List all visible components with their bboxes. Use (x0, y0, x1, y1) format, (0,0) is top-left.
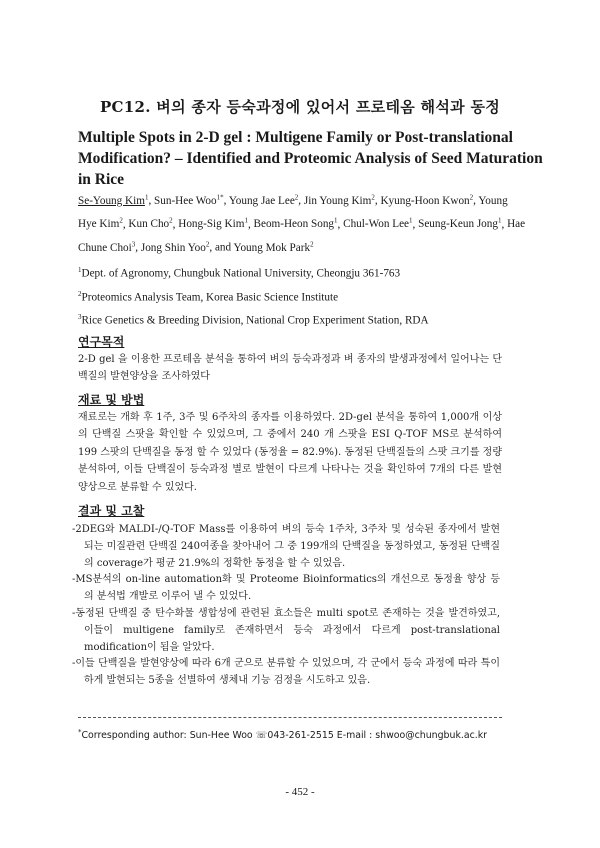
author (343, 218, 412, 230)
author-affiliation-mark: 1* (216, 193, 224, 201)
page-number: - 452 - (285, 786, 315, 798)
corresponding-author-footnote (78, 728, 518, 741)
footnote-divider (78, 717, 502, 718)
affiliation-text: Proteomics Analysis Team, Korea Basic Science Institute (81, 291, 339, 304)
result-item: -MS분석의 on-line automation화 및 Proteome Bioinformatics의 개선으로 동정율 향상 등의 분석법 개발로 이루어 낼 수 있었다. (72, 574, 500, 603)
author (304, 195, 375, 207)
author-name: Kyung-Hoon Kwon (380, 194, 470, 207)
author-affiliation-mark: 2 (294, 193, 299, 201)
author-affiliation-mark: 2 (205, 240, 210, 249)
author-name: Seung-Keun Jong (418, 218, 498, 231)
author (154, 195, 224, 207)
affiliation (78, 284, 528, 308)
affiliation-mark: 2 (78, 289, 82, 298)
author-affiliation-mark: 1 (497, 216, 502, 225)
english-title: Multiple Spots in 2-D gel : Multigene Family or Post-translational Modification? – Identified and Proteomic Analysis of Seed Maturation in Rice (78, 129, 543, 188)
results-list (72, 522, 500, 690)
author-affiliation-mark: 2 (169, 216, 173, 225)
author-name: Se-Young Kim (78, 194, 145, 207)
author (418, 218, 501, 230)
footnote-marker: * (78, 728, 82, 736)
methods-heading: 재료 및 방법 (78, 393, 145, 407)
affiliation-mark: 1 (78, 266, 82, 274)
author-affiliation-mark: 2 (310, 240, 314, 249)
author-name: Beom-Heon Song (253, 218, 335, 231)
purpose-heading: 연구목적 (78, 335, 125, 349)
result-item: -동정된 단백질 중 탄수화물 생합성에 관련된 효소들은 multi spot로 존재하는 것을 발견하였고, 이들이 multigene family로 존재하면서 등숙 과정에서 다르게 post-translational modification이 됨을 알았다. (72, 607, 500, 653)
author (229, 195, 298, 207)
korean-title: PC12. 벼의 종자 등숙과정에 있어서 프로테옴 해석과 동정 (99, 98, 501, 116)
author-affiliation-mark: 3 (131, 240, 136, 249)
author-name: Chul-Won Lee (343, 218, 410, 231)
author-affiliation-mark: 2 (469, 193, 474, 201)
author-list: Se-Young Kim$^1$, Sun-Hee Woo$^{1*}$, Young Jae Lee$^2$, Jin Young Kim$^2$, Kyung-Hoon Kwon$^2$, Young Hye Kim$^2$, Kun Cho$^2$, Hong-Sig Kim$^1$, Beom-Heon Song$^1$, Chul-Won Lee$^1$, Seung-Keun Jong$^1$, Hae Chune Choi$^3$, Jong Shin Yoo$^2$, and Young Mok Park$^2$ (78, 193, 526, 255)
author-name: Jong Shin Yoo (140, 242, 206, 255)
affiliation-mark: 3 (78, 313, 82, 322)
methods-text: 재료로는 개화 후 1주, 3주 및 6주차의 종자를 이용하였다. 2D-gel 분석을 통하여 1,000개 이상의 단백질 스팟을 확인할 수 있었으며, 그 중에서 240 개 스팟을 ESI Q-TOF MS로 분석하여 199 스팟의 단백질을 동정 할 수 있었다 (동정율 = 82.9%). 동정된 단백질들의 스팟 크기를 정량 분석하여, 이들 단백질이 등숙과정 별로 발현이 다르게 나타나는 것을 확인하여 7개의 다른 발현양상으로 분류할 수 있었다. (78, 412, 502, 493)
author-affiliation-mark: 1 (334, 216, 338, 225)
result-item: -이들 단백질을 발현양상에 따라 6개 군으로 분류할 수 있었으며, 각 군에서 등숙 과정에 따라 특이하게 발현되는 5종을 선별하여 생체내 기능 검정을 시도하고 있음. (72, 658, 500, 687)
result-item: -2DEG와 MALDI-/Q-TOF Mass를 이용하여 벼의 등숙 1주차, 3주차 및 성숙된 종자에서 발현되는 미질관련 단백질 240여종을 찾아내어 그 중 199개의 단백질을 동정하였고, 동정된 단백질의 coverage가 평균 21.9%의 정확한 동정을 할 수 있었음. (72, 524, 500, 569)
results-heading: 결과 및 고찰 (78, 504, 145, 518)
author (254, 218, 338, 230)
author-affiliation-mark: 2 (371, 193, 375, 201)
author-affiliation-mark: 2 (119, 216, 123, 225)
author (233, 242, 313, 254)
author-name: Jin Young Kim (303, 194, 372, 207)
affiliation-text: Dept. of Agronomy, Chungbuk National University, Cheongju 361-763 (81, 267, 401, 280)
affiliation-list (78, 260, 528, 331)
author-affiliation-mark: 1 (144, 193, 149, 201)
author-name: Young Mok Park (233, 242, 311, 255)
affiliation (78, 307, 528, 331)
author (141, 242, 209, 254)
author-affiliation-mark: 1 (409, 216, 413, 225)
author (78, 195, 148, 207)
author-name: Young Hye Kim (78, 194, 508, 231)
author-name: Young Jae Lee (228, 194, 295, 207)
author (380, 195, 473, 207)
affiliation (78, 260, 528, 284)
author (128, 218, 172, 230)
author-name: Sun-Hee Woo (154, 194, 217, 207)
author-affiliation-mark: 1 (244, 216, 248, 225)
purpose-text: 2-D gel 을 이용한 프로테옴 분석을 통하여 벼의 등숙과정과 벼 종자의 발생과정에서 일어나는 단백질의 발현양상을 조사하였다 (78, 354, 502, 383)
author-name: Hong-Sig Kim (178, 218, 245, 231)
author-name: Hae Chune Choi (78, 218, 526, 255)
author-name: Kun Cho (128, 218, 170, 231)
affiliation-text: Rice Genetics & Breeding Division, National Crop Experiment Station, RDA (81, 315, 429, 328)
footnote-text: Corresponding author: Sun-Hee Woo ☏043-261-2515 E-mail : shwoo@chungbuk.ac.kr (81, 730, 488, 742)
author (178, 218, 248, 230)
